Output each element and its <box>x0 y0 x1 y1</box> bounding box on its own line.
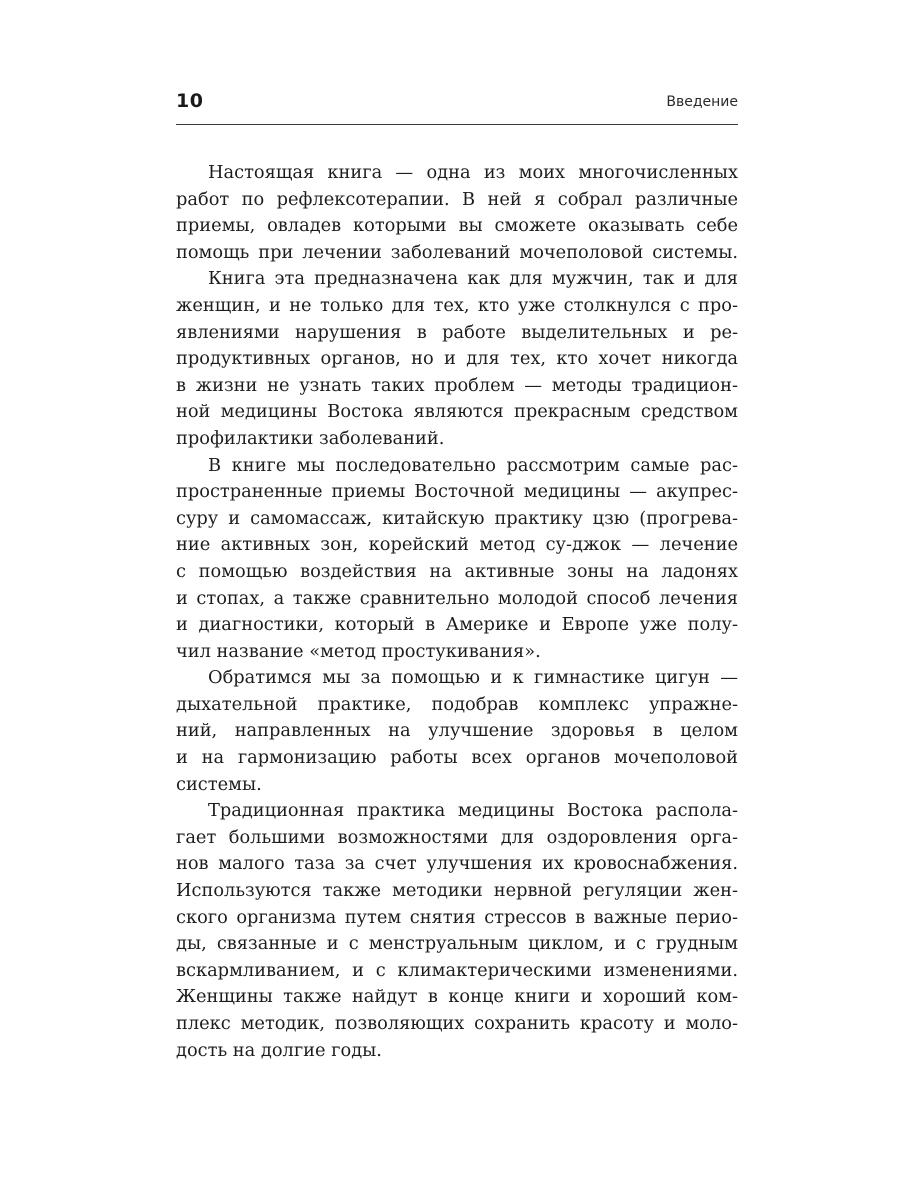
text-line: дыхательной практике, подобрав комплекс упражне- <box>176 693 738 715</box>
text-line: работ по рефлексотерапии. В ней я собрал различные <box>176 188 738 210</box>
text-line: нов малого таза за счет улучшения их кровоснабжения. <box>176 853 738 875</box>
text-line: В книге мы последовательно рассмотрим самые рас- <box>208 454 738 476</box>
text-line: вскармливанием, и с климактерическими изменениями. <box>176 959 738 981</box>
text-line: Используются также методики нервной регуляции жен- <box>176 880 738 902</box>
paragraph-3 <box>176 453 738 666</box>
text-line: Настоящая книга — одна из моих многочисленных <box>208 162 738 183</box>
text-line: с помощью воздействия на активные зоны на ладонях <box>176 560 738 582</box>
page-number: 10 <box>176 90 204 112</box>
text-line: ского организма путем снятия стрессов в важные перио- <box>176 906 738 928</box>
text-line: чил название «метод простукивания». <box>176 640 541 662</box>
text-line: дость на долгие годы. <box>176 1039 382 1061</box>
text-line: гает большими возможностями для оздоровления орга- <box>176 826 738 848</box>
text-line: и диагностики, который в Америке и Европе уже полу- <box>176 614 738 636</box>
text-line: ний, направленных на улучшение здоровья в целом <box>176 720 738 742</box>
text-line: в жизни не узнать таких проблем — методы традицион- <box>176 374 738 396</box>
section-title: Введение <box>666 94 738 110</box>
text-line: и стопах, а также сравнительно молодой способ лечения <box>176 587 738 609</box>
paragraph-2 <box>176 266 738 452</box>
paragraph-4 <box>176 665 738 798</box>
text-line: ды, связанные и с менструальным циклом, и с грудным <box>176 933 738 955</box>
paragraph-5 <box>176 798 738 1064</box>
text-line: Обратимся мы за помощью и к гимнастике цигун — <box>208 667 738 689</box>
text-line: Книга эта предназначена как для мужчин, так и для <box>208 268 738 290</box>
text-line: ние активных зон, корейский метод су-джок — лечение <box>176 534 738 556</box>
text-line: системы. <box>176 773 262 795</box>
text-line: суру и самомассаж, китайскую практику цзю (прогрева- <box>176 507 738 529</box>
text-line: помощь при лечении заболеваний мочеполовой системы. <box>176 241 738 263</box>
text-line: явлениями нарушения в работе выделительных и ре- <box>176 321 738 343</box>
text-line: женщин, и не только для тех, кто уже столкнулся с про- <box>176 294 738 316</box>
text-line: Женщины также найдут в конце книги и хороший ком- <box>176 986 738 1008</box>
running-header <box>176 88 738 125</box>
text-line: ной медицины Востока являются прекрасным средством <box>176 401 738 423</box>
paragraph-1 <box>176 160 738 266</box>
text-line: приемы, овладев которыми вы сможете оказывать себе <box>176 215 738 237</box>
text-line: пространенные приемы Восточной медицины — акупрес- <box>176 481 738 503</box>
text-line: профилактики заболеваний. <box>176 427 445 449</box>
text-line: продуктивных органов, но и для тех, кто хочет никогда <box>176 348 738 370</box>
text-line: и на гармонизацию работы всех органов мочеполовой <box>176 747 738 769</box>
text-line: плекс методик, позволяющих сохранить красоту и моло- <box>176 1013 738 1034</box>
body-text <box>176 160 738 1064</box>
text-line: Традиционная практика медицины Востока распола- <box>208 800 738 822</box>
